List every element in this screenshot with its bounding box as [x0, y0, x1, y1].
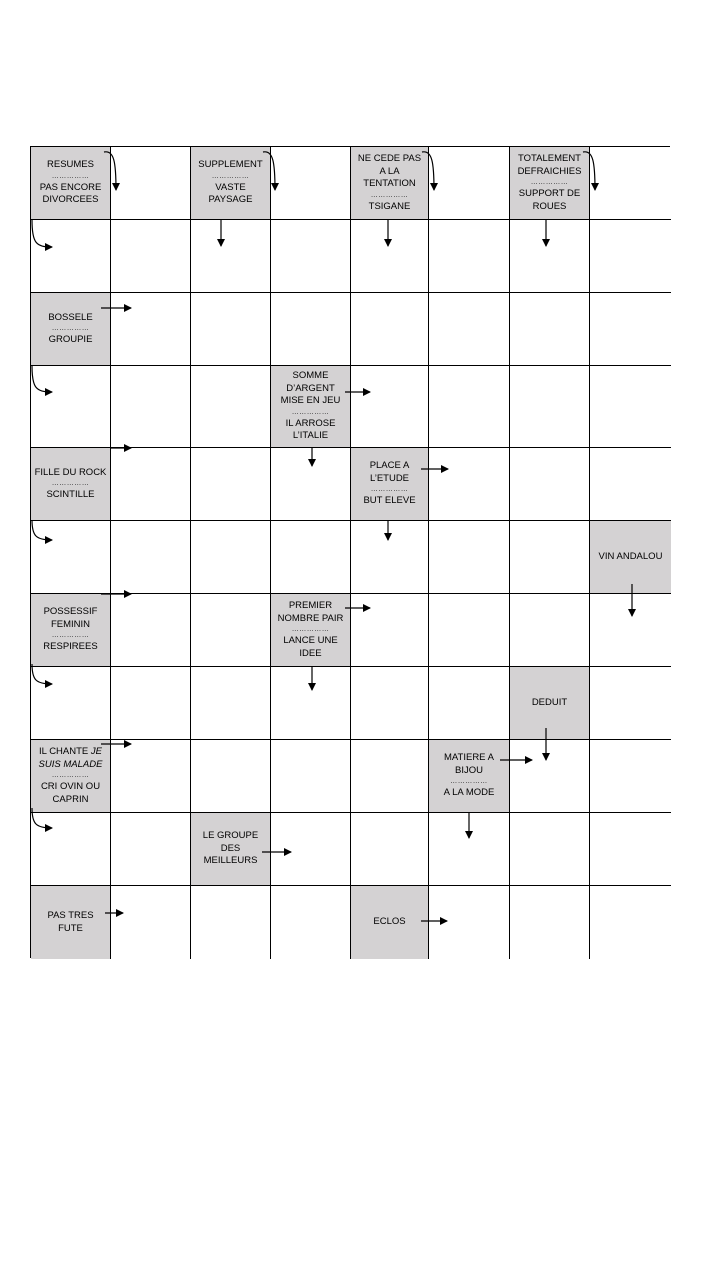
clue-top-italic: JE SUIS MALADE: [38, 746, 103, 770]
answer-cell[interactable]: [31, 667, 111, 740]
answer-cell[interactable]: [31, 521, 111, 594]
clue-top-text: TOTALEMENT DEFRAICHIES: [517, 153, 582, 177]
clue-cell-c3: [351, 147, 429, 220]
answer-cell[interactable]: [111, 813, 191, 886]
answer-cell[interactable]: [510, 740, 590, 813]
clue-separator: ……………: [51, 325, 90, 332]
answer-cell[interactable]: [191, 740, 271, 813]
clue-cell-c16: [31, 886, 111, 959]
answer-cell[interactable]: [510, 521, 590, 594]
answer-cell[interactable]: [429, 448, 510, 521]
clue-bottom-text: PAS ENCORE DIVORCEES: [39, 181, 102, 206]
clue-cell-c5: [31, 293, 111, 366]
answer-cell[interactable]: [510, 220, 590, 293]
answer-cell[interactable]: [590, 594, 671, 667]
clue-cell-c17: [351, 886, 429, 959]
answer-cell[interactable]: [590, 813, 671, 886]
answer-cell[interactable]: [191, 594, 271, 667]
clue-cell-c14: [429, 740, 510, 813]
answer-cell[interactable]: [590, 740, 671, 813]
clue-cell-c12: [510, 667, 590, 740]
answer-cell[interactable]: [429, 521, 510, 594]
clue-separator: ……………: [291, 626, 330, 633]
clue-separator: ……………: [291, 408, 330, 416]
answer-cell[interactable]: [271, 448, 351, 521]
answer-cell[interactable]: [191, 667, 271, 740]
answer-cell[interactable]: [111, 521, 191, 594]
clue-top-text: PREMIER NOMBRE PAIR: [277, 600, 344, 624]
answer-cell[interactable]: [590, 366, 671, 448]
clue-bottom-text: SCINTILLE: [46, 489, 95, 500]
clue-separator: ……………: [450, 778, 488, 786]
answer-cell[interactable]: [31, 220, 111, 293]
answer-cell[interactable]: [31, 366, 111, 448]
answer-cell[interactable]: [191, 366, 271, 448]
answer-cell[interactable]: [429, 147, 510, 220]
clue-separator: ……………: [370, 191, 409, 199]
clue-top-text: SUPPLEMENT: [198, 159, 263, 171]
answer-cell[interactable]: [590, 293, 671, 366]
answer-cell[interactable]: [191, 521, 271, 594]
answer-cell[interactable]: [351, 594, 429, 667]
clue-top-text: PLACE A L’ETUDE: [369, 460, 410, 484]
clue-bottom-text: LANCE UNE IDEE: [283, 635, 338, 659]
answer-cell[interactable]: [351, 521, 429, 594]
clue-top-text: POSSESSIF FEMININ: [43, 606, 98, 630]
answer-cell[interactable]: [191, 220, 271, 293]
answer-cell[interactable]: [271, 813, 351, 886]
answer-cell[interactable]: [429, 293, 510, 366]
answer-cell[interactable]: [351, 366, 429, 448]
crossword-grid: [30, 146, 670, 958]
clue-top-text: NE CEDE PAS A LA TENTATION: [357, 153, 422, 189]
answer-cell[interactable]: [510, 366, 590, 448]
clue-top-plain: IL CHANTE: [38, 746, 91, 757]
answer-cell[interactable]: [351, 740, 429, 813]
clue-cell-c10: [31, 594, 111, 667]
answer-cell[interactable]: [510, 594, 590, 667]
clue-separator: ……………: [51, 480, 90, 487]
answer-cell[interactable]: [429, 886, 510, 959]
answer-cell[interactable]: [510, 813, 590, 886]
answer-cell[interactable]: [111, 594, 191, 667]
answer-cell[interactable]: [590, 147, 671, 220]
clue-bottom-text: VASTE PAYSAGE: [208, 181, 253, 206]
clue-bottom-text: A LA MODE: [443, 787, 495, 799]
clue-cell-c15: [191, 813, 271, 886]
answer-cell[interactable]: [510, 886, 590, 959]
answer-cell[interactable]: [590, 448, 671, 521]
clue-bottom-text: GROUPIE: [48, 334, 93, 345]
clue-top-text: RESUMES: [47, 159, 94, 171]
clue-separator: ……………: [51, 772, 90, 779]
answer-cell[interactable]: [271, 886, 351, 959]
answer-cell[interactable]: [351, 813, 429, 886]
answer-cell[interactable]: [429, 220, 510, 293]
answer-cell[interactable]: [510, 448, 590, 521]
answer-cell[interactable]: [351, 220, 429, 293]
clue-separator: ……………: [51, 172, 90, 180]
answer-cell[interactable]: [271, 521, 351, 594]
clue-cell-c7: [31, 448, 111, 521]
clue-cell-c2: [191, 147, 271, 220]
answer-cell[interactable]: [429, 594, 510, 667]
clue-top-text: FILLE DU ROCK: [34, 466, 107, 478]
clue-cell-c11: [271, 594, 351, 667]
clue-bottom-text: IL ARROSE L’ITALIE: [285, 417, 336, 442]
answer-cell[interactable]: [191, 293, 271, 366]
answer-cell[interactable]: [111, 886, 191, 959]
clue-cell-c9: [590, 521, 671, 594]
clue-top-text: [34, 746, 107, 771]
answer-cell[interactable]: [429, 366, 510, 448]
clue-separator: ……………: [211, 172, 250, 180]
clue-separator: ……………: [51, 632, 90, 640]
clue-top-text: BOSSELE: [48, 311, 93, 323]
answer-cell[interactable]: [111, 366, 191, 448]
answer-cell[interactable]: [111, 220, 191, 293]
answer-cell[interactable]: [271, 220, 351, 293]
answer-cell[interactable]: [429, 667, 510, 740]
clue-cell-c1: [31, 147, 111, 220]
answer-cell[interactable]: [590, 667, 671, 740]
answer-cell[interactable]: [351, 293, 429, 366]
clue-top-text: PAS TRES FUTE: [47, 910, 94, 934]
clue-bottom-text: SUPPORT DE ROUES: [518, 188, 581, 212]
clue-cell-c13: [31, 740, 111, 813]
clue-separator: ……………: [370, 486, 409, 494]
answer-cell[interactable]: [590, 220, 671, 293]
answer-cell[interactable]: [271, 147, 351, 220]
clue-bottom-text: BUT ELEVE: [363, 495, 416, 507]
clue-cell-c4: [510, 147, 590, 220]
answer-cell[interactable]: [191, 886, 271, 959]
clue-top-text: DEDUIT: [531, 696, 568, 708]
answer-cell[interactable]: [111, 667, 191, 740]
answer-cell[interactable]: [271, 293, 351, 366]
answer-cell[interactable]: [510, 293, 590, 366]
clue-top-text: MATIERE A BIJOU: [444, 752, 494, 776]
answer-cell[interactable]: [111, 147, 191, 220]
clue-cell-c8: [351, 448, 429, 521]
clue-bottom-text: CRI OVIN OU CAPRIN: [40, 781, 101, 805]
answer-cell[interactable]: [429, 813, 510, 886]
answer-cell[interactable]: [191, 448, 271, 521]
clue-bottom-text: RESPIREES: [43, 641, 98, 653]
answer-cell[interactable]: [271, 667, 351, 740]
clue-top-text: LE GROUPE DES MEILLEURS: [202, 830, 259, 867]
clue-cell-c6: [271, 366, 351, 448]
answer-cell[interactable]: [271, 740, 351, 813]
clue-top-text: VIN ANDALOU: [598, 550, 663, 562]
answer-cell[interactable]: [111, 740, 191, 813]
clue-top-text: ECLOS: [373, 916, 406, 928]
clue-bottom-text: TSIGANE: [368, 200, 411, 212]
clue-separator: ……………: [530, 179, 569, 186]
answer-cell[interactable]: [111, 293, 191, 366]
answer-cell[interactable]: [111, 448, 191, 521]
answer-cell[interactable]: [351, 667, 429, 740]
clue-top-text: SOMME D’ARGENT MISE EN JEU: [280, 370, 341, 407]
answer-cell[interactable]: [590, 886, 671, 959]
answer-cell[interactable]: [31, 813, 111, 886]
